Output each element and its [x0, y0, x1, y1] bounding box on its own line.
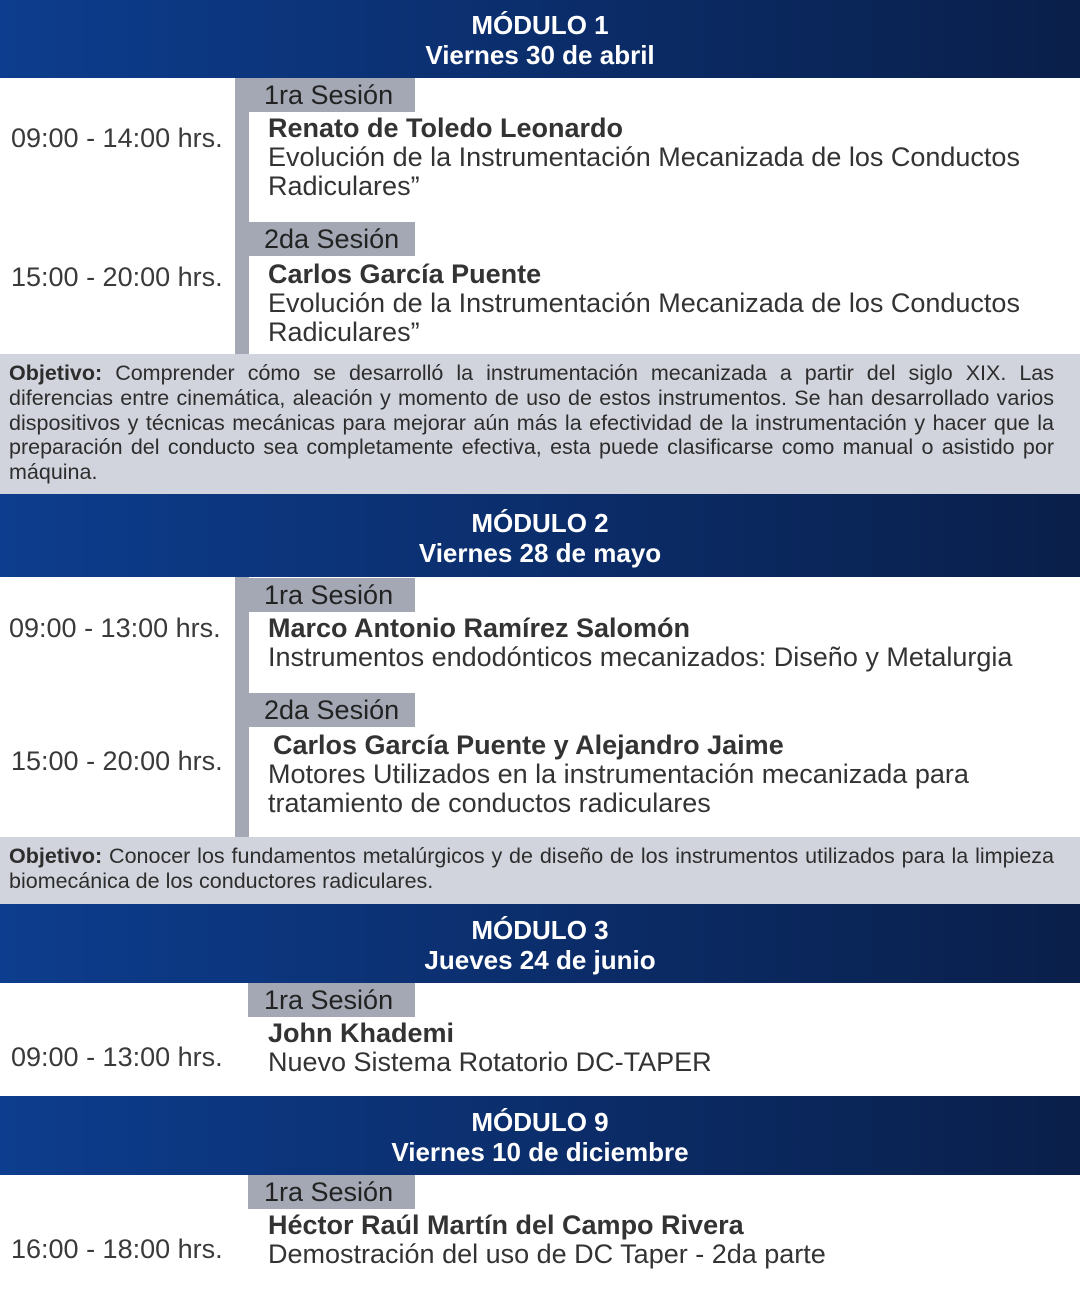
objective-box — [0, 354, 1080, 494]
session-tab: 1ra Sesión — [248, 1175, 415, 1209]
session-tab: 1ra Sesión — [235, 578, 415, 612]
objective-box — [0, 837, 1080, 904]
session-speaker: Carlos García Puente — [268, 259, 542, 289]
session-time t2: 09:00 - 13:00 hrs. — [9, 613, 221, 643]
session-topic: Demostración del uso de DC Taper - 2da parte — [268, 1239, 826, 1269]
session-tab: 2da Sesión — [235, 222, 415, 256]
session-time: 16:00 - 18:00 hrs. — [11, 1234, 223, 1264]
session-tab: 1ra Sesión — [248, 983, 415, 1017]
module-date: Viernes 10 de diciembre — [391, 1137, 689, 1167]
module-date: Jueves 24 de junio — [424, 945, 656, 975]
module-title: MÓDULO 1 — [471, 10, 609, 40]
objective-label: Objetivo: — [9, 361, 103, 385]
session-speaker: Héctor Raúl Martín del Campo Rivera — [268, 1210, 744, 1240]
session-topic: Nuevo Sistema Rotatorio DC-TAPER — [268, 1047, 712, 1077]
objective-label: Objetivo: — [9, 844, 103, 868]
objective-text: Comprender cómo se desarrolló la instrumentación mecanizada a partir del siglo XIX. Las diferencias entre cinemática, aleación y momento de uso de estos instrumentos. Se han desarrollado varios dispositivos y técnicas mecánicas para mejorar aún más la efectividad de la instrumentación y hacer que la preparación del conducto sea completamente efectiva, esta puede clasificarse como manual o asistido por máquina. — [9, 361, 1054, 485]
session-topic: Evolución de la Instrumentación Mecanizada de los Conductos Radiculares” — [268, 142, 1020, 201]
module-1-header — [0, 0, 1080, 78]
session-time: 09:00 - 13:00 hrs. — [11, 1042, 223, 1072]
session-speaker: Carlos García Puente y Alejandro Jaime — [273, 730, 784, 760]
session-divider-bar — [235, 78, 249, 354]
module-date: Viernes 28 de mayo — [418, 538, 662, 568]
session-time: 15:00 - 20:00 hrs. — [11, 262, 223, 292]
session-topic: Evolución de la Instrumentación Mecanizada de los Conductos Radiculares” — [268, 288, 1020, 347]
session-topic: Motores Utilizados en la instrumentación mecanizada para tratamiento de conductos radiculares — [268, 759, 969, 818]
session-time: 09:00 - 14:00 hrs. — [11, 123, 223, 153]
session-topic: Instrumentos endodónticos mecanizados: Diseño y Metalurgia — [268, 642, 1013, 672]
module-title: MÓDULO 2 — [471, 508, 609, 538]
session-tab: 2da Sesión — [235, 693, 415, 727]
session-time: 15:00 - 20:00 hrs. — [11, 746, 223, 776]
module-title: MÓDULO 9 — [471, 1107, 609, 1137]
module-2-header — [0, 494, 1080, 577]
objective-text: Conocer los fundamentos metalúrgicos y de diseño de los instrumentos utilizados para la limpieza biomecánica de los conductores radiculares. — [9, 844, 1054, 893]
module-title: MÓDULO 3 — [471, 915, 609, 945]
session-speaker: Marco Antonio Ramírez Salomón — [268, 613, 691, 643]
session-speaker: Renato de Toledo Leonardo — [268, 113, 624, 143]
module-9-header — [0, 1096, 1080, 1175]
session-tab: 1ra Sesión — [235, 78, 415, 112]
module-date: Viernes 30 de abril — [425, 40, 655, 70]
session-speaker: John Khademi — [268, 1018, 455, 1048]
module-3-header — [0, 904, 1080, 983]
